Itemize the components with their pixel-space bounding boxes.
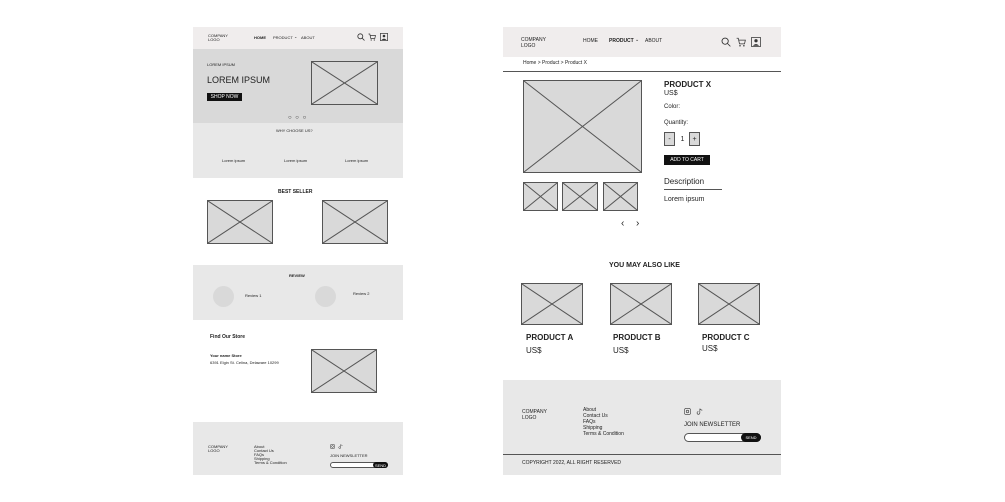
breadcrumb[interactable]: Home > Product > Product X: [523, 60, 587, 66]
related-product-name[interactable]: PRODUCT C: [702, 333, 750, 342]
related-product-image[interactable]: [698, 283, 760, 325]
newsletter-send-button[interactable]: SEND: [374, 462, 387, 468]
tiktok-icon[interactable]: [338, 444, 343, 449]
product-header: [503, 27, 781, 57]
footer-link-faqs[interactable]: FAQs: [254, 452, 265, 457]
chevron-down-icon: ⌄: [294, 34, 298, 39]
cart-icon[interactable]: [736, 37, 746, 47]
why-item: Lorem ipsum: [284, 158, 308, 163]
related-product-image[interactable]: [610, 283, 672, 325]
footer-link-terms[interactable]: Terms & Condition: [583, 431, 624, 437]
footer-logo[interactable]: COMPANY LOGO: [208, 444, 228, 453]
product-footer: [503, 380, 781, 475]
quantity-label: Quantity:: [664, 120, 689, 126]
product-thumbnail[interactable]: [603, 182, 638, 211]
hero-image-placeholder: [311, 61, 378, 105]
product-thumbnail[interactable]: [523, 182, 558, 211]
product-price: US$: [664, 90, 678, 97]
user-icon[interactable]: [751, 37, 761, 47]
best-seller-image-placeholder[interactable]: [322, 200, 388, 244]
avatar: [213, 286, 234, 307]
carousel-dots[interactable]: ○ ○ ○: [288, 115, 308, 121]
gallery-next-button[interactable]: ›: [636, 218, 640, 229]
footer-link-faqs[interactable]: FAQs: [583, 419, 596, 425]
why-item: Lorem ipsum: [345, 158, 369, 163]
review-label: Review 1: [245, 293, 262, 298]
why-title: WHY CHOOSE US?: [276, 128, 313, 133]
color-label: Color:: [664, 104, 681, 110]
home-logo[interactable]: COMPANY LOGO: [208, 33, 228, 42]
product-name: PRODUCT X: [664, 80, 712, 89]
footer-link-shipping[interactable]: Shipping: [254, 456, 270, 461]
footer-logo[interactable]: COMPANY LOGO: [522, 409, 547, 421]
gallery-prev-button[interactable]: ‹: [621, 218, 625, 229]
newsletter-send-button[interactable]: SEND: [741, 433, 761, 442]
related-product-price: US$: [702, 344, 718, 353]
review-title: REVIEW: [289, 273, 305, 278]
add-to-cart-button[interactable]: ADD TO CART: [664, 155, 710, 165]
description-underline: [664, 189, 722, 190]
home-page-wireframe: [193, 27, 403, 475]
review-section: [193, 265, 403, 320]
product-main-image-placeholder[interactable]: [523, 80, 642, 173]
footer-divider: [503, 454, 781, 455]
breadcrumb-divider: [503, 71, 781, 72]
related-product-price: US$: [613, 346, 629, 355]
quantity-input[interactable]: 1: [677, 132, 688, 146]
store-map-placeholder[interactable]: [311, 349, 377, 393]
home-nav-about[interactable]: ABOUT: [301, 35, 315, 40]
related-product-price: US$: [526, 346, 542, 355]
footer-link-about[interactable]: About: [583, 407, 597, 413]
store-name: Your name Store: [210, 353, 242, 358]
product-logo[interactable]: COMPANY LOGO: [521, 37, 546, 49]
chevron-down-icon: ⌄: [635, 37, 640, 43]
footer-link-contact[interactable]: Contact Us: [254, 448, 274, 453]
copyright: COPYRIGHT 2022, ALL RIGHT RESERVED: [522, 460, 622, 466]
home-header: [193, 27, 403, 49]
review-label: Review 2: [353, 291, 370, 296]
why-item: Lorem ipsum: [222, 158, 246, 163]
related-title: YOU MAY ALSO LIKE: [609, 262, 680, 269]
shop-now-button[interactable]: SHOP NOW: [207, 93, 242, 101]
related-product-image[interactable]: [521, 283, 583, 325]
quantity-minus-button[interactable]: -: [664, 132, 675, 146]
product-nav-home[interactable]: HOME: [583, 38, 598, 44]
home-nav-home[interactable]: HOME: [254, 35, 266, 40]
related-product-name[interactable]: PRODUCT B: [613, 333, 661, 342]
product-nav-about[interactable]: ABOUT: [645, 38, 663, 44]
cart-icon[interactable]: [368, 33, 376, 41]
best-seller-title: BEST SELLER: [278, 189, 313, 195]
description-text: Lorem ipsum: [664, 196, 705, 203]
newsletter-title: JOIN NEWSLETTER: [330, 453, 368, 458]
footer-link-shipping[interactable]: Shipping: [583, 425, 603, 431]
instagram-icon[interactable]: [330, 444, 335, 449]
product-page-wireframe: [503, 27, 781, 475]
store-title: Find Our Store: [210, 334, 245, 340]
best-seller-image-placeholder[interactable]: [207, 200, 273, 244]
search-icon[interactable]: [357, 33, 365, 41]
store-address: 6391 Elgin St. Celina, Delaware 10299: [210, 360, 279, 365]
why-choose-us-section: [193, 123, 403, 178]
home-nav-product[interactable]: PRODUCT: [273, 35, 293, 40]
description-title[interactable]: Description: [664, 177, 705, 186]
footer-link-terms[interactable]: Terms & Condition: [254, 460, 287, 465]
newsletter-title: JOIN NEWSLETTER: [684, 422, 741, 428]
avatar: [315, 286, 336, 307]
user-icon[interactable]: [380, 33, 388, 41]
instagram-icon[interactable]: [684, 408, 691, 415]
footer-link-about[interactable]: About: [254, 444, 265, 449]
product-nav-product[interactable]: PRODUCT: [609, 38, 634, 44]
home-hero: [193, 49, 403, 123]
hero-title: LOREM IPSUM: [207, 75, 271, 85]
footer-link-contact[interactable]: Contact Us: [583, 413, 608, 419]
search-icon[interactable]: [721, 37, 731, 47]
related-product-name[interactable]: PRODUCT A: [526, 333, 574, 342]
hero-eyebrow: LOREM IPSUM: [207, 62, 236, 67]
quantity-plus-button[interactable]: +: [689, 132, 700, 146]
product-thumbnail[interactable]: [562, 182, 598, 211]
tiktok-icon[interactable]: [696, 408, 703, 415]
home-footer: [193, 422, 403, 475]
